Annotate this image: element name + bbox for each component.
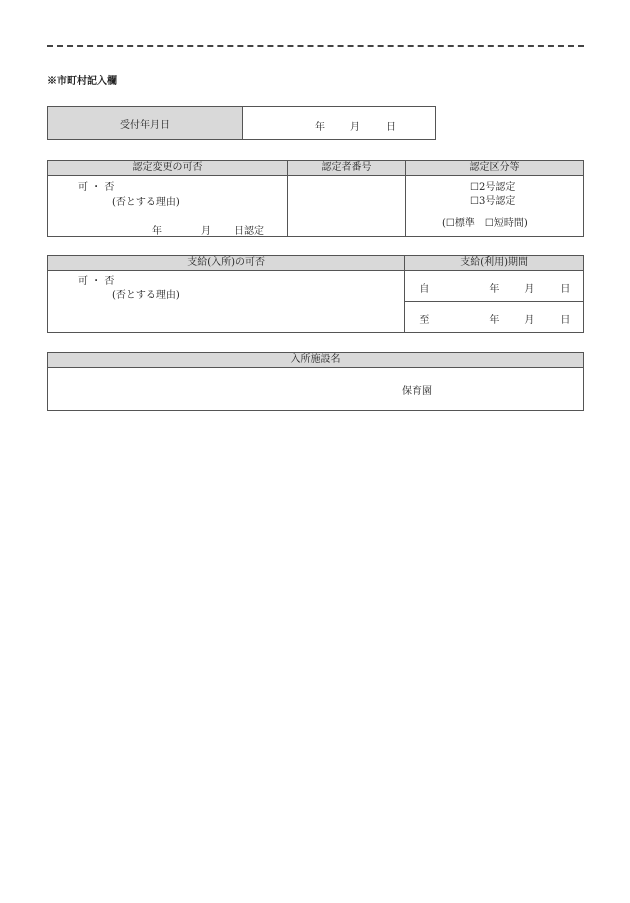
cut-line: [47, 45, 584, 47]
receipt-date-field[interactable]: [243, 107, 436, 140]
admission-header: 支給(入所)の可否: [48, 256, 405, 271]
admission-cell[interactable]: [48, 271, 405, 333]
receipt-year-label: 年: [315, 122, 325, 133]
admission-reason-label: (否とする理由): [112, 290, 180, 301]
facility-header: 入所施設名: [48, 353, 584, 368]
cert-category-header: 認定区分等: [406, 161, 584, 176]
period-from-month: 月: [524, 284, 535, 295]
period-from-year: 年: [489, 284, 500, 295]
period-from-label: 自: [419, 284, 430, 295]
receipt-month-label: 月: [350, 122, 360, 133]
cert-change-header: 認定変更の可否: [48, 161, 288, 176]
period-to-row[interactable]: [405, 302, 584, 333]
cert-reason-label: (否とする理由): [112, 197, 180, 208]
receipt-date-table: [47, 106, 436, 140]
period-to-day: 日: [560, 315, 571, 326]
admission-approve-reject[interactable]: 可 ・ 否: [78, 276, 115, 287]
nursery-suffix: 保育園: [402, 386, 432, 397]
hours-options[interactable]: (☐標準 ☐短時間): [442, 218, 528, 229]
period-header: 支給(利用)期間: [405, 256, 584, 271]
receipt-date-label: 受付年月日: [48, 107, 243, 140]
cert-change-cell[interactable]: [48, 176, 288, 237]
admission-table: [47, 255, 584, 333]
cert-category-cell: [406, 176, 584, 237]
type2-checkbox[interactable]: ☐2号認定: [470, 182, 516, 193]
period-to-month: 月: [524, 315, 535, 326]
cert-number-header: 認定者番号: [288, 161, 406, 176]
facility-name-cell[interactable]: [48, 368, 584, 411]
period-from-day: 日: [560, 284, 571, 295]
period-from-row[interactable]: [405, 271, 584, 302]
facility-table: [47, 352, 584, 411]
period-to-label: 至: [419, 315, 430, 326]
cert-month-label: 月: [201, 226, 211, 237]
receipt-day-label: 日: [386, 122, 396, 133]
cert-approve-reject[interactable]: 可 ・ 否: [78, 182, 115, 193]
type3-checkbox[interactable]: ☐3号認定: [470, 196, 516, 207]
cert-day-label: 日認定: [234, 226, 264, 237]
certification-table: [47, 160, 584, 237]
period-to-year: 年: [489, 315, 500, 326]
cert-year-label: 年: [152, 226, 162, 237]
cert-number-cell[interactable]: [288, 176, 406, 237]
section-title: ※市町村記入欄: [47, 76, 117, 87]
